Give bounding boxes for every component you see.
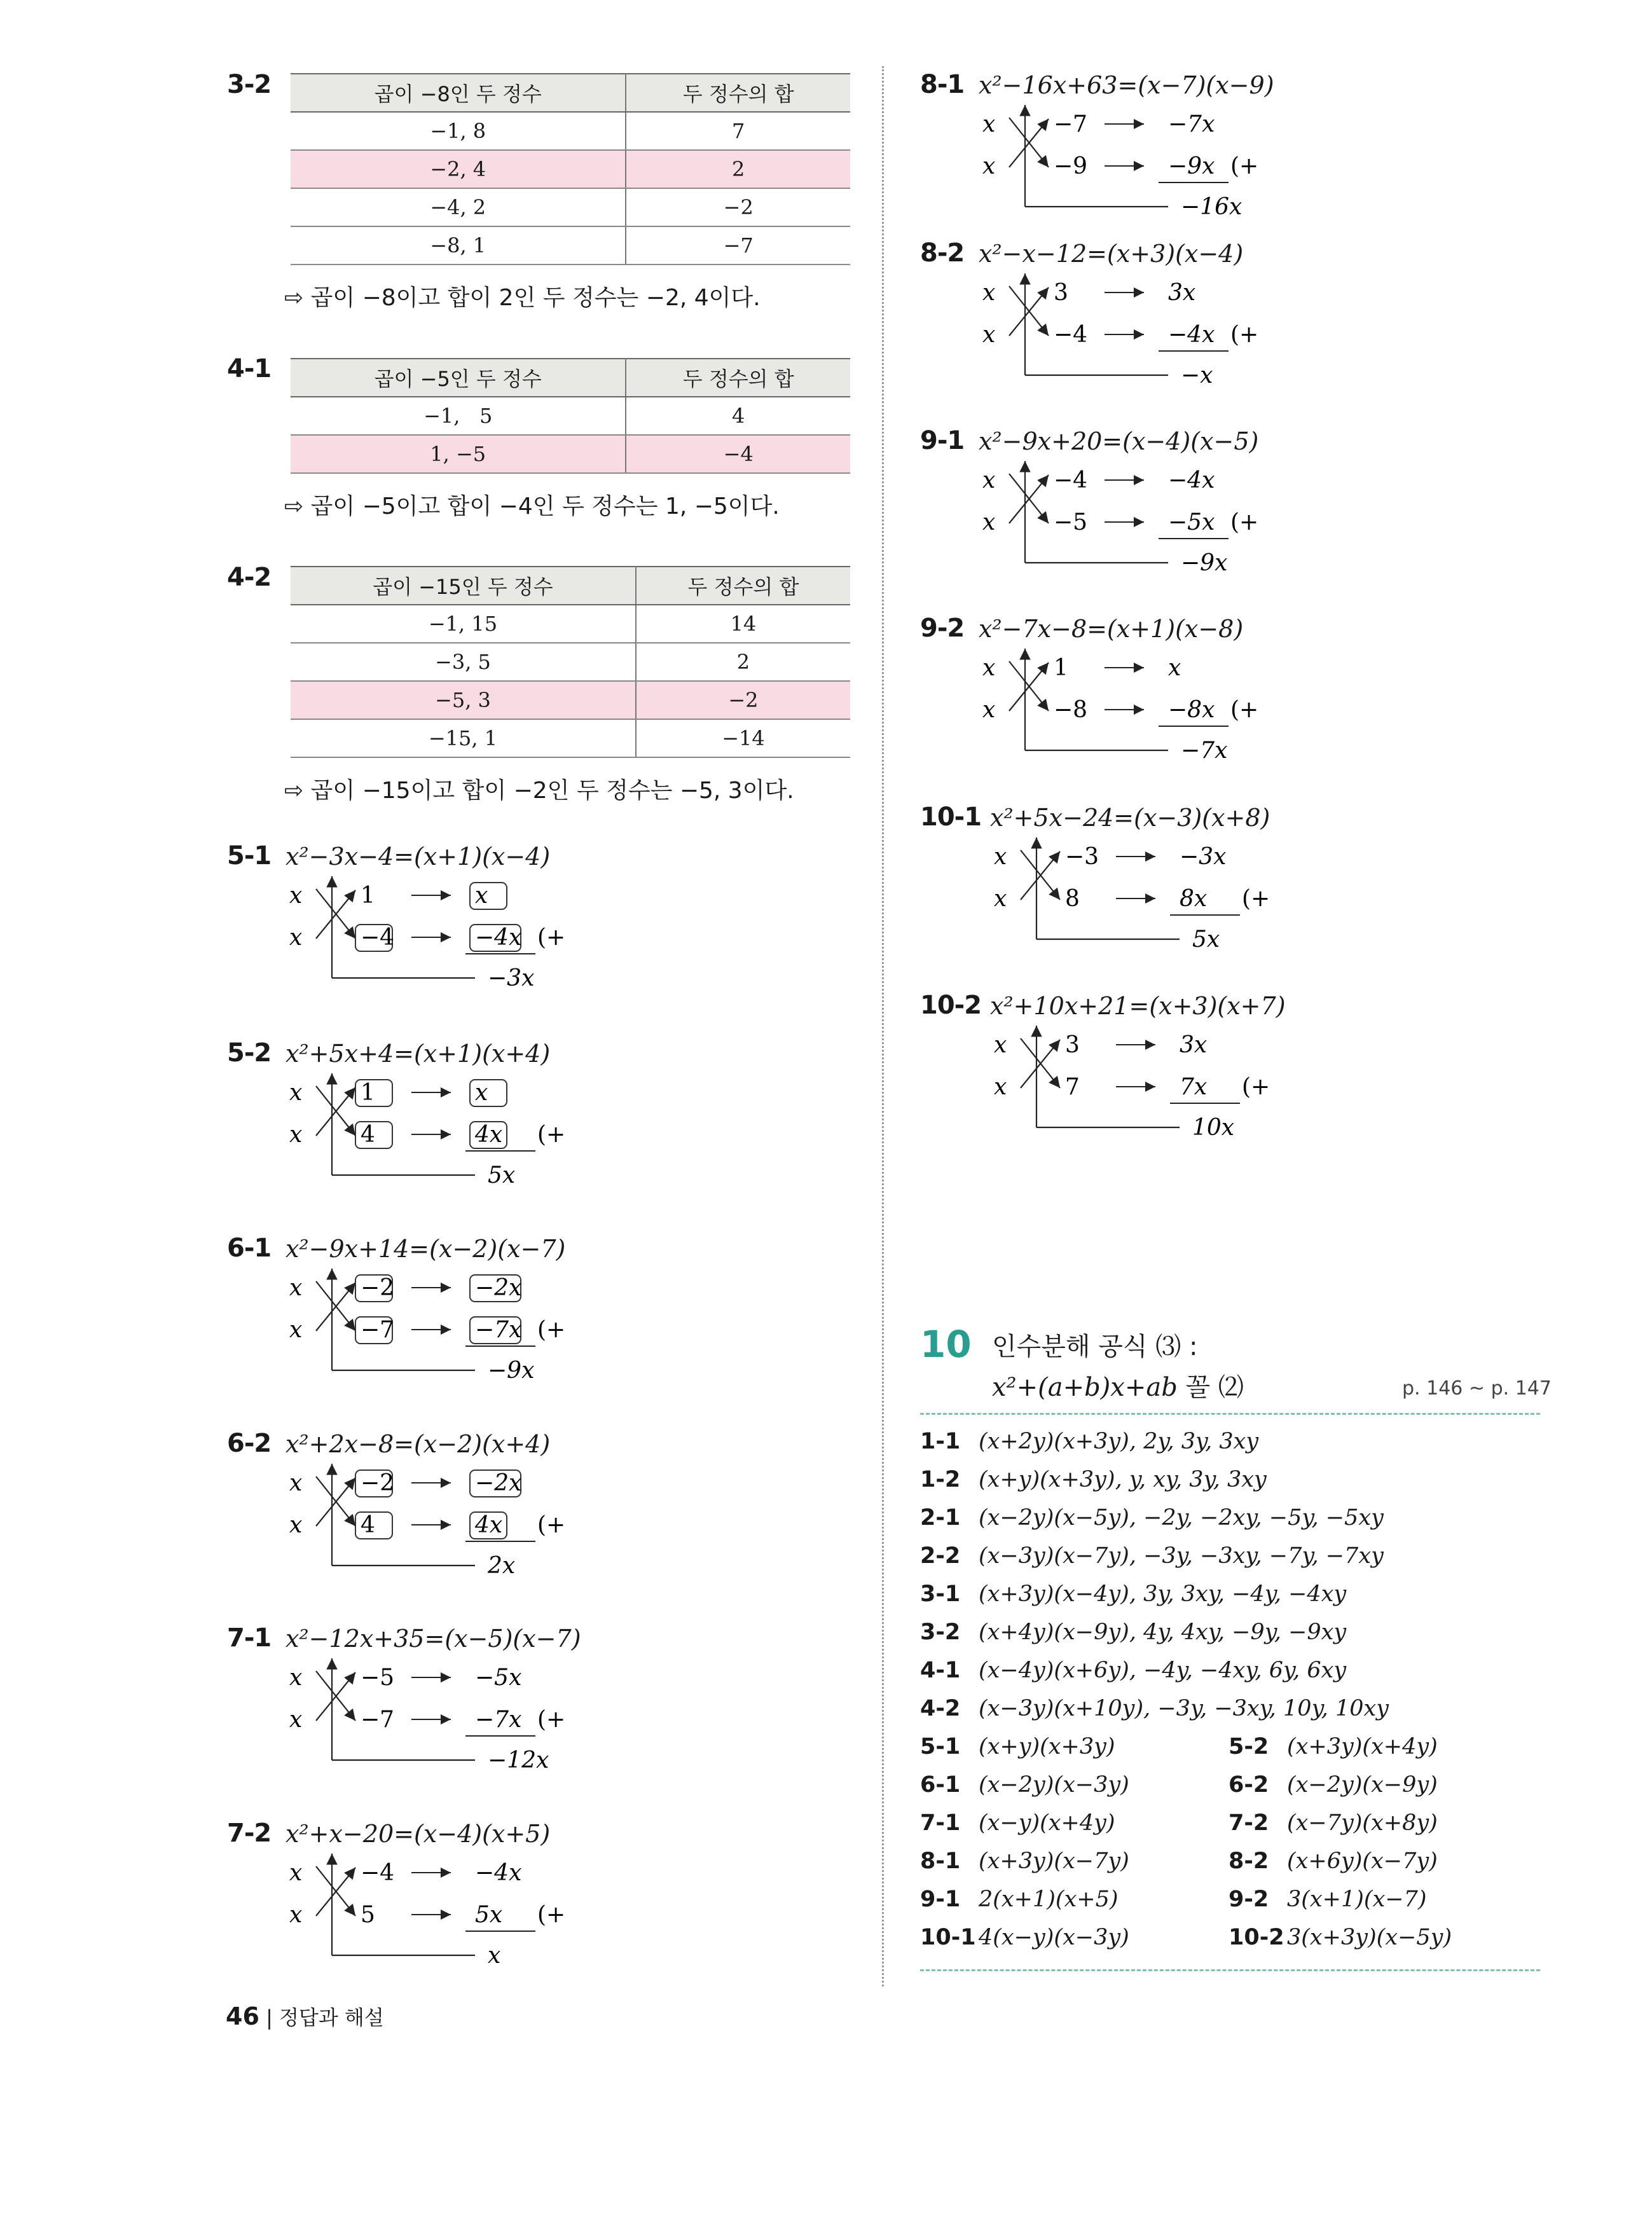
equation: x²+5x−24=(x−3)(x+8) [990,804,1270,832]
plus-sign: (+ [537,1512,566,1538]
factor-x: x [982,322,996,348]
term-b: −7x [475,1707,522,1733]
factor-x: x [982,467,996,493]
problem-id: 6-1 [227,1234,272,1263]
term-b: −8x [1168,697,1215,723]
table-header: 곱이 −8인 두 정수 [291,74,626,112]
conclusion: ⇨ 곱이 −15이고 합이 −2인 두 정수는 −5, 3이다. [284,778,794,804]
sum-term: −9x [1181,550,1228,576]
factor-x: x [289,1275,303,1301]
answer-row [920,1581,1346,1607]
factor-b: 8 [1065,886,1080,912]
answer-text: 3(x+1)(x−7) [1287,1887,1427,1912]
equation: x²−7x−8=(x+1)(x−8) [979,615,1244,643]
factor-b: −8 [1054,697,1088,723]
answer-id: 3-2 [920,1620,961,1645]
answer-text: (x+3y)(x−7y) [979,1848,1129,1874]
problem-id: 7-2 [227,1819,272,1848]
cross-diagram [284,876,615,1016]
term-a: −4x [1168,467,1215,493]
problem-id: 6-2 [227,1429,272,1458]
table-header: 두 정수의 합 [626,359,850,397]
answer-row [1229,1734,1438,1759]
answer-row [1229,1925,1452,1950]
answer-text: (x+y)(x+3y), y, xy, 3y, 3xy [979,1467,1267,1492]
problem-id: 9-2 [920,614,965,643]
table-cell: −14 [636,719,850,757]
plus-sign: (+ [537,925,566,951]
answer-text: (x+4y)(x−9y), 4y, 4xy, −9y, −9xy [979,1620,1347,1645]
sum-term: x [488,1943,501,1969]
factor-x: x [289,925,303,951]
cross-diagram [284,1464,615,1604]
term-b: 8x [1180,886,1208,912]
factor-b: −4 [1054,322,1088,348]
factor-a: −2 [361,1470,395,1496]
plus-sign: (+ [1242,886,1270,912]
factor-a: −5 [361,1665,395,1691]
cross-diagram [989,1026,1319,1166]
cross-diagram [977,461,1308,601]
answer-id: 4-2 [920,1696,961,1721]
answer-id: 1-2 [920,1467,961,1492]
term-a: −4x [475,1860,522,1886]
factor-x: x [289,1512,303,1538]
factor-x: x [289,1317,303,1343]
factor-a: 3 [1054,280,1068,306]
cross-diagram [977,105,1308,245]
factor-x: x [289,1707,303,1733]
answer-id: 8-1 [920,1848,961,1874]
problem-id: 8-2 [920,238,965,268]
answer-row [920,1696,1389,1721]
answer-id: 9-1 [920,1887,961,1912]
answer-id: 9-2 [1229,1887,1269,1912]
answer-row [920,1658,1346,1683]
factor-x: x [289,883,303,909]
factor-b: 4 [361,1122,375,1148]
factor-x: x [289,1080,303,1106]
cross-diagram [989,837,1319,977]
table-cell: −4 [626,435,850,473]
answer-row [1229,1848,1438,1874]
term-a: 3x [1180,1032,1208,1058]
answer-row [1229,1772,1438,1798]
footer-sep: | [266,2006,273,2030]
pair-table [291,73,850,265]
table-cell: 14 [636,605,850,643]
cross-diagram [284,1269,615,1408]
factor-b: −7 [361,1317,395,1343]
pair-table [291,566,850,758]
table-cell: 1, −5 [291,435,626,473]
plus-sign: (+ [1230,322,1259,348]
factor-x: x [982,153,996,179]
factor-b: 5 [361,1902,375,1928]
answer-row [920,1543,1384,1569]
sum-term: 2x [488,1553,516,1579]
problem-id: 7-1 [227,1623,272,1653]
cross-diagram [977,273,1308,413]
factor-b: −9 [1054,153,1088,179]
answer-id: 6-2 [1229,1772,1269,1798]
answer-text: (x−2y)(x−5y), −2y, −2xy, −5y, −5xy [979,1505,1384,1531]
answer-text: (x+2y)(x+3y), 2y, 3y, 3xy [979,1429,1259,1454]
term-b: 7x [1180,1074,1208,1100]
term-b: 4x [475,1512,503,1538]
page-footer [226,2002,384,2031]
factor-a: 1 [361,1080,375,1106]
factor-a: 1 [361,883,375,909]
answer-text: (x−7y)(x+8y) [1287,1810,1438,1836]
answer-text: (x−y)(x+4y) [979,1810,1115,1836]
equation: x²+2x−8=(x−2)(x+4) [286,1430,551,1458]
problem-id: 10-2 [920,991,982,1020]
answer-text: (x−2y)(x−3y) [979,1772,1129,1798]
equation: x²+x−20=(x−4)(x+5) [286,1820,551,1848]
plus-sign: (+ [537,1317,566,1343]
equation: x²−12x+35=(x−5)(x−7) [286,1625,581,1653]
equation: x²−x−12=(x+3)(x−4) [979,240,1244,268]
factor-b: 7 [1065,1074,1080,1100]
term-b: −4x [475,925,522,951]
answer-id: 5-1 [920,1734,961,1759]
cross-diagram [284,1854,615,1993]
problem-id: 4-2 [227,563,272,592]
footer-label: 정답과 해설 [279,2006,384,2030]
sum-term: −3x [488,965,535,991]
table-cell: −15, 1 [291,719,636,757]
table-cell: 7 [626,112,850,150]
answer-row [920,1734,1115,1759]
answer-id: 5-2 [1229,1734,1269,1759]
cross-diagram [977,649,1308,788]
problem-id: 4-1 [227,354,272,383]
table-cell: −7 [626,226,850,265]
table-header: 곱이 −15인 두 정수 [291,567,636,605]
factor-x: x [982,111,996,137]
cross-diagram [284,1073,615,1213]
answer-text: 2(x+1)(x+5) [979,1887,1119,1912]
answer-row [1229,1810,1438,1836]
problem-id: 10-1 [920,802,982,832]
problem-id: 9-1 [920,426,965,455]
answer-text: (x+6y)(x−7y) [1287,1848,1438,1874]
answer-row [920,1429,1258,1454]
factor-a: −3 [1065,844,1099,870]
answer-row [920,1772,1129,1798]
factor-x: x [289,1122,303,1148]
factor-x: x [982,655,996,681]
answer-row [920,1467,1267,1492]
equation: x²−9x+20=(x−4)(x−5) [979,427,1259,455]
answer-id: 7-2 [1229,1810,1269,1836]
problem-id: 5-2 [227,1038,272,1068]
answer-id: 7-1 [920,1810,961,1836]
divider-top [920,1413,1540,1415]
answer-id: 6-1 [920,1772,961,1798]
table-cell: 4 [626,397,850,435]
term-a: −7x [1168,111,1215,137]
answer-row [920,1848,1129,1874]
term-a: −3x [1180,844,1227,870]
answer-id: 10-2 [1229,1925,1284,1950]
answer-text: (x+3y)(x−4y), 3y, 3xy, −4y, −4xy [979,1581,1347,1607]
answer-id: 1-1 [920,1429,961,1454]
pair-table [291,358,850,474]
sum-term: −16x [1181,194,1242,220]
answer-text: (x−2y)(x−9y) [1287,1772,1438,1798]
table-header: 곱이 −5인 두 정수 [291,359,626,397]
factor-a: 3 [1065,1032,1080,1058]
table-cell: −2 [626,188,850,226]
answer-text: (x−4y)(x+6y), −4y, −4xy, 6y, 6xy [979,1658,1347,1683]
factor-b: −5 [1054,509,1088,535]
conclusion: ⇨ 곱이 −8이고 합이 2인 두 정수는 −2, 4이다. [284,285,761,311]
equation: x²+10x+21=(x+3)(x+7) [990,992,1286,1020]
term-a: x [475,1080,488,1106]
term-b: −7x [475,1317,522,1343]
conclusion: ⇨ 곱이 −5이고 합이 −4인 두 정수는 1, −5이다. [284,493,780,520]
term-a: x [1168,655,1181,681]
plus-sign: (+ [1230,509,1259,535]
equation: x²−9x+14=(x−2)(x−7) [286,1235,566,1263]
answer-row [920,1925,1129,1950]
table-header: 두 정수의 합 [636,567,850,605]
answer-id: 8-2 [1229,1848,1269,1874]
factor-x: x [994,1074,1007,1100]
sum-term: 10x [1192,1115,1235,1141]
sum-term: −7x [1181,738,1228,764]
divider-bottom [920,1969,1540,1971]
term-b: 5x [475,1902,503,1928]
table-cell: −5, 3 [291,681,636,719]
table-cell: −8, 1 [291,226,626,265]
table-cell: −1, 5 [291,397,626,435]
problem-id: 8-1 [920,70,965,99]
page-number: 46 [226,2002,259,2030]
section-title: 인수분해 공식 ⑶ : [992,1332,1198,1361]
factor-x: x [289,1665,303,1691]
plus-sign: (+ [1230,153,1259,179]
equation: x²+5x+4=(x+1)(x+4) [286,1040,551,1068]
table-cell: −3, 5 [291,643,636,681]
answer-text: (x+3y)(x+4y) [1287,1734,1438,1759]
formula-math: x²+(a+b)x+ab [992,1373,1178,1402]
answer-text: 3(x+3y)(x−5y) [1287,1925,1452,1950]
equation: x²−16x+63=(x−7)(x−9) [979,71,1274,99]
factor-a: −7 [1054,111,1088,137]
sum-term: −x [1181,362,1213,389]
table-cell: −2, 4 [291,150,626,188]
factor-b: 4 [361,1512,375,1538]
formula-word: 꼴 ⑵ [1185,1373,1244,1402]
table-cell: 2 [636,643,850,681]
plus-sign: (+ [537,1902,566,1928]
section-formula [992,1367,1244,1403]
answer-id: 10-1 [920,1925,976,1950]
table-cell: 2 [626,150,850,188]
factor-a: −4 [1054,467,1088,493]
factor-a: −4 [361,1860,395,1886]
answer-id: 3-1 [920,1581,961,1607]
answer-text: (x−3y)(x+10y), −3y, −3xy, 10y, 10xy [979,1696,1389,1721]
term-a: −5x [475,1665,522,1691]
plus-sign: (+ [1230,697,1259,723]
factor-x: x [982,509,996,535]
section-number: 10 [920,1323,972,1366]
factor-x: x [994,886,1007,912]
term-a: 3x [1168,280,1196,306]
column-divider [882,66,884,1986]
table-cell: −4, 2 [291,188,626,226]
term-a: x [475,883,488,909]
factor-b: −7 [361,1707,395,1733]
answer-id: 2-1 [920,1505,961,1531]
term-b: −4x [1168,322,1215,348]
sum-term: 5x [1192,926,1220,953]
answer-row [920,1887,1119,1912]
factor-x: x [289,1860,303,1886]
cross-diagram [284,1658,615,1798]
plus-sign: (+ [1242,1074,1270,1100]
table-cell: −1, 15 [291,605,636,643]
factor-x: x [289,1470,303,1496]
answer-row [920,1620,1346,1645]
factor-b: −4 [361,925,395,951]
term-a: −2x [475,1470,522,1496]
answer-id: 2-2 [920,1543,961,1569]
problem-id: 3-2 [227,70,272,99]
plus-sign: (+ [537,1707,566,1733]
sum-term: 5x [488,1162,516,1188]
term-b: −9x [1168,153,1215,179]
sum-term: −12x [488,1747,549,1773]
factor-a: 1 [1054,655,1068,681]
table-cell: −2 [636,681,850,719]
factor-a: −2 [361,1275,395,1301]
factor-x: x [982,280,996,306]
term-a: −2x [475,1275,522,1301]
plus-sign: (+ [537,1122,566,1148]
term-b: −5x [1168,509,1215,535]
factor-x: x [982,697,996,723]
factor-x: x [994,1032,1007,1058]
equation: x²−3x−4=(x+1)(x−4) [286,843,551,871]
factor-x: x [289,1902,303,1928]
table-cell: −1, 8 [291,112,626,150]
term-b: 4x [475,1122,503,1148]
answer-id: 4-1 [920,1658,961,1683]
sum-term: −9x [488,1358,535,1384]
answer-row [920,1810,1115,1836]
answer-text: (x−3y)(x−7y), −3y, −3xy, −7y, −7xy [979,1543,1384,1569]
answer-text: (x+y)(x+3y) [979,1734,1115,1759]
table-header: 두 정수의 합 [626,74,850,112]
answer-row [920,1505,1384,1531]
page-range: p. 146 ~ p. 147 [1402,1377,1552,1400]
answer-text: 4(x−y)(x−3y) [979,1925,1129,1950]
answer-row [1229,1887,1427,1912]
problem-id: 5-1 [227,841,272,871]
factor-x: x [994,844,1007,870]
